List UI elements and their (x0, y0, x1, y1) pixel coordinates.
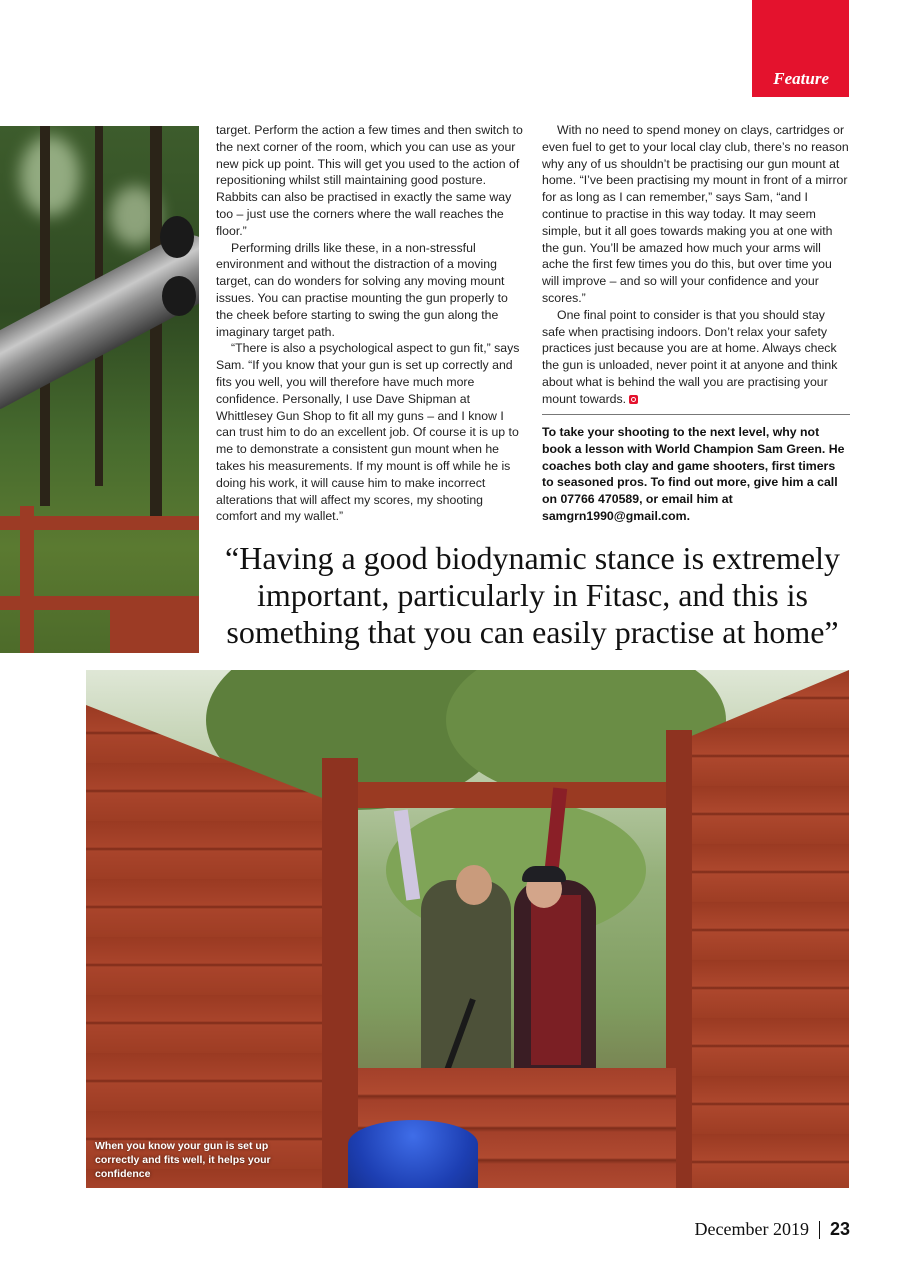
paragraph: target. Perform the action a few times and then switch to the next corner of the room, which you can use as your new pick up point. This will get you used to the action of repositioning whilst still maintaining good posture. Rabbits can also be practised in exactly the same way too – just use the corners where the wall reaches the floor.” (216, 123, 523, 238)
body-column-right (542, 122, 850, 408)
shotgun-barrel-photo (0, 126, 199, 653)
paragraph (542, 307, 850, 408)
section-tab-label: Feature (773, 69, 829, 88)
page-footer (695, 1219, 850, 1240)
body-column-left (216, 122, 523, 525)
photo-caption: When you know your gun is set up correctly and fits well, it helps your confidence (95, 1140, 271, 1180)
paragraph: Performing drills like these, in a non-stressful environment and without the distraction of a moving target, can do wonders for solving any moving mount issues. You can practise mounting the gun properly to the cheek before starting to swing the gun along the imaginary target path. (216, 240, 508, 339)
paragraph-text: One final point to consider is that you should stay safe when practising indoors. Don’t relax your safety practices just because you are at home. Always check the gun is unloaded, never point it at anyone and think about what is behind the wall you are practising your mount towards. (542, 307, 838, 406)
paragraph: With no need to spend money on clays, cartridges or even fuel to get to your local clay club, there’s no reason why any of us shouldn’t be practising our gun mount at home. “I’ve been practising my mount in front of a mirror for as long as I can remember,” says Sam, “and I continue to practise in this way today. It may seem simple, but it all goes towards making you at one with the gun. You’ll be amazed how much your arms will ache the first few times you do this, but over time you will improve – and so will your confidence and your scores.” (542, 123, 849, 305)
promo-box: To take your shooting to the next level, why not book a lesson with World Champion Sam Green. He coaches both clay and game shooters, first timers to seasoned pros. To find out more, give him a call on 07766 470589, or email him at samgrn1990@gmail.com. (542, 425, 845, 523)
section-tab (752, 0, 849, 97)
page-number: 23 (829, 1219, 850, 1239)
footer-divider (819, 1221, 820, 1239)
pull-quote: “Having a good biodynamic stance is extremely important, particularly in Fitasc, and this is something that you can easily practise at home” (225, 540, 840, 650)
shooting-stand-photo (86, 670, 849, 1188)
paragraph: “There is also a psychological aspect to gun fit,” says Sam. “If you know that your gun is set up correctly and fits you well, you will therefore have much more confidence. Personally, I use Dave Shipman at Whittlesey Gun Shop to fit all my guns – and I know I can trust him to do an excellent job. Of course it is up to me to demonstrate a consistent gun mount when he takes his measurements. If my mount is off while he is doing his work, it will cause him to make incorrect alterations that will affect my scores, my shooting comfort and my wallet.” (216, 341, 520, 524)
divider (542, 414, 850, 415)
end-mark-icon (629, 395, 638, 404)
issue-date: December 2019 (694, 1219, 809, 1239)
